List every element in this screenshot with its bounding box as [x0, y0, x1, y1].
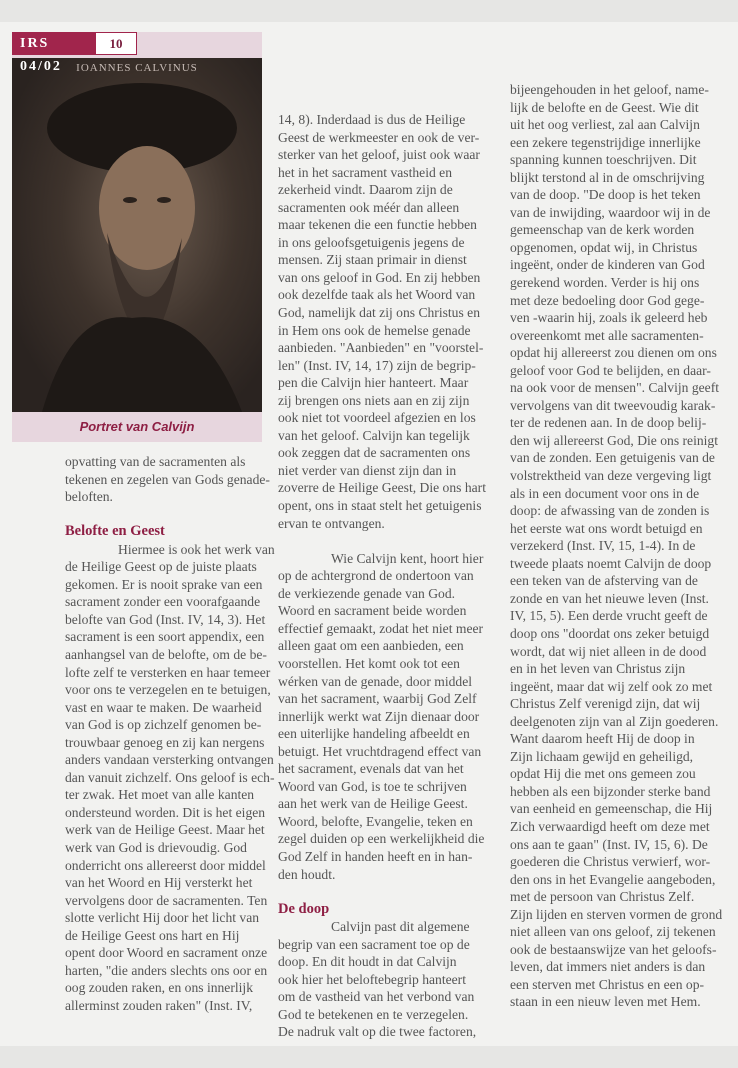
- text-line: een teken van de afsterving van de: [510, 573, 698, 589]
- text-line: anders vandaan versterking ontvangen: [65, 752, 274, 768]
- text-line: in ons geloofsgetuigenis jegens de: [278, 234, 465, 250]
- text-line: Calvijn past dit algemene: [331, 919, 470, 935]
- text-line: van ons geloof in God. En zij hebben: [278, 269, 481, 285]
- text-line: overeenkomt met alle sacramenten-: [510, 327, 704, 343]
- text-line: de verkiezende genade van God.: [278, 585, 456, 601]
- text-line: Woord, belofte, Evangelie, teken en: [278, 813, 473, 829]
- text-line: trouwbaar genoeg en zij kan nergens: [65, 734, 265, 750]
- text-line: opdat hij allereerst zou dienen om ons: [510, 345, 717, 361]
- text-line: van de doop. "De doop is het teken: [510, 187, 701, 203]
- text-line: voorstellen. Het komt ook tot een: [278, 655, 460, 671]
- text-line: doop ons "doordat ons zeker betuigd: [510, 625, 710, 641]
- text-line: ook dezelfde taak als het Woord van: [278, 287, 476, 303]
- text-line: harten, "die anders slechts ons oor en: [65, 962, 268, 978]
- text-line: opvatting van de sacramenten als: [65, 454, 246, 469]
- text-line: maar tekenen die een functie hebben: [278, 217, 477, 233]
- text-line: een zekere tegenstrijdige innerlijke: [510, 134, 701, 150]
- text-line: goederen die Christus verwierf, wor-: [510, 854, 711, 870]
- text-line: het sacrament, evenals dat van het: [278, 761, 464, 777]
- text-line: van eenheid en gemeenschap, die Hij: [510, 801, 713, 817]
- text-line: het eerste wat ons wordt betuigd en: [510, 520, 703, 536]
- text-line: lofte zelf te versterken en haar temeer: [65, 664, 271, 680]
- text-line: van de zonden. Een getuigenis van de: [510, 450, 715, 466]
- text-line: vervolgens door de sacramenten. Ten: [65, 892, 268, 908]
- text-line: het in het sacrament vastheid en: [278, 164, 453, 180]
- text-line: na ook voor de mensen". Calvijn geeft: [510, 380, 720, 396]
- text-line: van de inwijding, waardoor wij in de: [510, 204, 711, 220]
- text-line: ter zwak. Het moet van alle kanten: [65, 787, 255, 803]
- text-line: zekerheid vindt. Daarom zijn de: [278, 182, 453, 198]
- text-line: sacramenten ook méér dan alleen: [278, 199, 460, 215]
- text-line: deelgenoten zijn van al Zijn goederen.: [510, 713, 719, 729]
- text-line: sacrament zonder een voorafgaande: [65, 594, 261, 610]
- text-line: vervolgens van dit tweevoudig karak-: [510, 397, 716, 413]
- text-line: De nadruk valt op die twee factoren,: [278, 1024, 477, 1040]
- paragraph-spacer: [278, 883, 486, 901]
- text-line: beloften.: [65, 489, 113, 505]
- text-line: hebben als een bijzonder sterke band: [510, 783, 711, 799]
- text-line: leven, dat immers niet anders is dan: [510, 959, 706, 975]
- text-line: van het sacrament, waarbij God Zelf: [278, 691, 477, 707]
- text-line: Want daarom heeft Hij de doop in: [510, 731, 695, 747]
- text-line: dan vanuit zichzelf. Ons geloof is ech-: [65, 769, 275, 785]
- text-line: doop: de afwassing van de zonden is: [510, 503, 710, 519]
- section-heading: Belofte en Geest: [65, 523, 165, 540]
- text-line: IV, 15, 5). Een derde vrucht geeft de: [510, 608, 708, 624]
- text-line: aan het werk van de Heilige Geest.: [278, 796, 468, 812]
- text-line: ingeënt, onder de kinderen van God: [510, 257, 705, 273]
- portrait-inscription: IOANNES CALVINUS: [76, 62, 198, 74]
- text-column-3: [510, 81, 722, 1011]
- text-line: een sterven met Christus en een op-: [510, 976, 705, 992]
- text-line: innerlijk werkt wat Zijn dienaar door: [278, 708, 480, 724]
- portrait-figure: [12, 32, 262, 442]
- text-line: ook niet tot voordeel afgezien en los: [278, 410, 476, 426]
- text-line: oog zouden raken, en ons innerlijk: [65, 980, 253, 996]
- text-line: zoverre de Heilige Geest, Die ons hart: [278, 480, 486, 496]
- text-column-1: [65, 453, 275, 1015]
- text-line: als in een document voor ons in de: [510, 485, 700, 501]
- text-line: en in het leven van Christus zijn: [510, 661, 686, 677]
- paragraph: [278, 111, 486, 532]
- page-number: 10: [95, 32, 137, 55]
- text-column-2: [278, 111, 486, 1041]
- text-line: de Heilige Geest ons hart en Hij: [65, 927, 240, 943]
- figure-caption: Portret van Calvijn: [79, 419, 195, 434]
- text-line: den houdt.: [278, 866, 336, 882]
- text-line: God, namelijk dat zij ons Christus en: [278, 305, 480, 321]
- text-line: den wij allereerst God, Die ons reinigt: [510, 432, 719, 448]
- text-line: opgenomen, opdat wij, in Christus: [510, 239, 698, 255]
- text-line: Wie Calvijn kent, hoort hier: [331, 550, 484, 566]
- text-line: begrip van een sacrament toe op de: [278, 936, 470, 952]
- text-line: voor ons te verzegelen en te betuigen,: [65, 682, 271, 698]
- text-line: Zich verwaardigd heeft om deze met: [510, 818, 710, 834]
- text-line: ook de bestaanswijze van het geloofs-: [510, 941, 717, 957]
- paragraph: [510, 81, 722, 1011]
- text-line: Hiermee is ook het werk van: [118, 541, 275, 557]
- text-line: sterker van het geloof, juist ook waar: [278, 147, 480, 163]
- text-line: een uiterlijke handeling afbeeldt en: [278, 726, 470, 742]
- text-line: vast en waar te maken. De waarheid: [65, 699, 262, 715]
- journal-issue-label: IRS 04/02: [12, 32, 95, 55]
- text-line: 14, 8). Inderdaad is dus de Heilige: [278, 112, 466, 127]
- text-line: slotte verlicht Hij door het licht van: [65, 910, 260, 926]
- text-line: lijk de belofte en de Geest. Wie dit: [510, 99, 699, 115]
- text-line: betuigt. Het vruchtdragend effect van: [278, 743, 482, 759]
- text-line: op de achtergrond de ondertoon van: [278, 568, 474, 584]
- paragraph: [65, 541, 275, 1015]
- text-line: uit het oog verliest, zal aan Calvijn: [510, 117, 700, 133]
- text-line: niet verder van dienst zijn dan in: [278, 462, 457, 478]
- text-line: om de vastheid van het verbond van: [278, 989, 475, 1005]
- text-line: zegel duiden op een werkelijkheid die: [278, 831, 485, 847]
- text-line: belofte van God (Inst. IV, 14, 3). Het: [65, 611, 266, 627]
- text-line: van het Woord en Hij versterkt het: [65, 875, 253, 891]
- text-line: opent, ons in staat stelt het getuigenis: [278, 498, 482, 514]
- text-line: gekomen. Er is nooit sprake van een: [65, 576, 263, 592]
- text-line: werk van de Heilige Geest. Maar het: [65, 822, 265, 838]
- text-line: Christus Zelf verenigd zijn, dat wij: [510, 696, 701, 712]
- text-line: ven -waarin hij, zoals ik geleerd heb: [510, 310, 708, 326]
- calvin-portrait-image: [12, 58, 262, 412]
- text-line: wérken van de genade, door middel: [278, 673, 473, 689]
- text-line: bijeengehouden in het geloof, name-: [510, 82, 709, 97]
- paragraph-spacer: [65, 506, 275, 524]
- text-line: tweede plaats noemt Calvijn de doop: [510, 555, 712, 571]
- text-line: verzekerd (Inst. IV, 15, 1-4). In de: [510, 538, 696, 554]
- text-line: mensen. Zij staan primair in dienst: [278, 252, 467, 268]
- text-line: blijkt terstond al in de omschrijving: [510, 169, 705, 185]
- text-line: van het geloof. Calvijn kan tegelijk: [278, 427, 470, 443]
- text-line: sacrament is een soort appendix, een: [65, 629, 265, 645]
- text-line: staan in een nieuw leven met Hem.: [510, 994, 701, 1010]
- text-line: onderricht ons allereerst door middel: [65, 857, 266, 873]
- text-line: ook hier het beloftebegrip hanteert: [278, 971, 466, 987]
- text-line: Zijn lijden en sterven vormen de grond: [510, 906, 723, 922]
- text-line: met de persoon van Christus Zelf.: [510, 889, 695, 905]
- text-line: den ons in het Evangelie aangeboden,: [510, 871, 716, 887]
- paragraph-spacer: [278, 532, 486, 550]
- text-line: God te betekenen en te verzegelen.: [278, 1006, 469, 1022]
- text-line: pen die Calvijn hier hanteert. Maar: [278, 375, 469, 391]
- text-line: effectief gemaakt, zodat het niet meer: [278, 620, 484, 636]
- text-line: doop. En dit houdt in dat Calvijn: [278, 954, 457, 970]
- text-line: ook zeggen dat de sacramenten ons: [278, 445, 471, 461]
- text-line: de Heilige Geest op de juiste plaats: [65, 559, 257, 575]
- text-line: Geest de werkmeester en ook de ver-: [278, 129, 480, 145]
- text-line: Zijn lichaam gewijd en geheiligd,: [510, 748, 694, 764]
- text-line: ervan te ontvangen.: [278, 515, 385, 531]
- text-line: geloof voor God te belijden, en daar-: [510, 362, 711, 378]
- text-line: ondersteund worden. Dit is het eigen: [65, 804, 266, 820]
- text-line: ingeënt, maar dat wij zelf ook zo met: [510, 678, 713, 694]
- text-line: len" (Inst. IV, 14, 17) zijn de begrip-: [278, 357, 476, 373]
- text-line: gerekend worden. Verder is hij ons: [510, 275, 700, 291]
- text-line: van God is op zichzelf genomen be-: [65, 717, 262, 733]
- text-line: opent door Woord en sacrament onze: [65, 945, 268, 961]
- text-line: volstrektheid van deze vergeving ligt: [510, 468, 712, 484]
- text-line: wordt, dat wij niet alleen in de dood: [510, 643, 707, 659]
- text-line: God Zelf in handen heeft en in han-: [278, 848, 473, 864]
- text-line: met deze bedoeling door God gege-: [510, 292, 705, 308]
- text-line: opdat Hij die met ons gemeen zou: [510, 766, 696, 782]
- text-line: spanning kunnen toeschrijven. Dit: [510, 152, 697, 168]
- text-line: werk van God is drievoudig. God: [65, 840, 247, 856]
- paragraph: [278, 550, 486, 883]
- text-line: gemeenschap van de kerk worden: [510, 222, 695, 238]
- text-line: Woord en sacrament beide worden: [278, 603, 467, 619]
- text-line: in Hem ons ook de hemelse genade: [278, 322, 471, 338]
- text-line: alleen gaat om een aanbieden, een: [278, 638, 464, 654]
- paragraph: [65, 453, 275, 506]
- text-line: zonde en van het nieuwe leven (Inst.: [510, 590, 709, 606]
- text-line: ons aan te gaan" (Inst. IV, 15, 6). De: [510, 836, 708, 852]
- section-heading: De doop: [278, 900, 330, 917]
- text-line: ter de redenen aan. In de doop belij-: [510, 415, 707, 431]
- paragraph: [278, 918, 486, 1041]
- text-line: allerminst zouden raken" (Inst. IV,: [65, 997, 253, 1013]
- text-line: Woord van God, is toe te schrijven: [278, 778, 467, 794]
- text-line: aanhangsel van de belofte, om de be-: [65, 647, 267, 663]
- text-line: tekenen en zegelen van Gods genade-: [65, 471, 270, 487]
- text-line: niet alleen van ons geloof, zij tekenen: [510, 924, 716, 940]
- text-line: aanbieden. "Aanbieden" en "voorstel-: [278, 340, 484, 356]
- text-line: zij brengen ons niets aan en zij zijn: [278, 392, 470, 408]
